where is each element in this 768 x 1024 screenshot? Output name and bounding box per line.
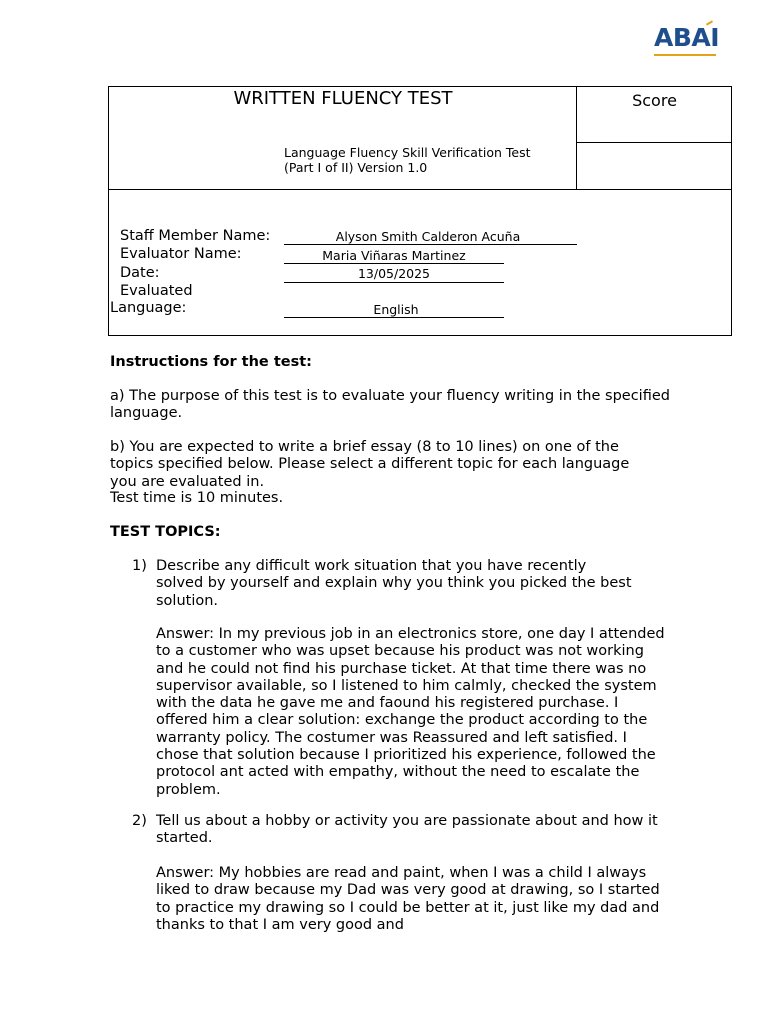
header-divider (108, 189, 732, 190)
topic-2-number: 2) (132, 813, 147, 829)
topic-1-number: 1) (132, 558, 147, 574)
topic-2-answer: Answer: My hobbies are read and paint, when I was a child I always liked to draw because my Dad was very good at drawing, so I started to practice my drawing so I could be better at it, just like my dad and thanks to that I am very good and (156, 865, 660, 933)
page-title: WRITTEN FLUENCY TEST (233, 88, 453, 109)
topic-1-question: Describe any difficult work situation that you have recently solved by yourself and explain why you think you picked the best solution. (156, 558, 632, 609)
test-header-box (108, 86, 732, 336)
date-line (284, 282, 504, 283)
topic-1-answer: Answer: In my previous job in an electronics store, one day I attended to a customer who was upset because his product was not working and he could not find his purchase ticket. At that time there was no supervisor available, so I listened to him calmly, checked the system with the data he gave me and faound his registered purchase. I offered him a clear solution: exchange the product according to the warranty policy. The costumer was Reassured and left satisfied. I chose that solution because I prioritized his experience, followed the protocol ant acted with empathy, without the need to escalate the problem. (156, 626, 665, 798)
test-subtitle: Language Fluency Skill Verification Test (Part I of II) Version 1.0 (284, 145, 531, 175)
evaluated-language-value: English (373, 302, 419, 317)
evaluated-language-label-1: Evaluated (120, 283, 193, 299)
date-value: 13/05/2025 (357, 266, 431, 281)
staff-member-label: Staff Member Name: (120, 228, 271, 244)
score-row-divider (576, 142, 732, 143)
instructions-heading: Instructions for the test: (110, 354, 312, 370)
evaluator-value: Maria Viñaras Martinez (322, 248, 466, 263)
instruction-a: a) The purpose of this test is to evaluate your fluency writing in the specified language. (110, 388, 670, 422)
evaluator-label: Evaluator Name: (120, 246, 242, 262)
evaluated-language-line (284, 317, 504, 318)
staff-member-line (284, 244, 577, 245)
test-topics-heading: TEST TOPICS: (110, 524, 221, 540)
topic-2-question: Tell us about a hobby or activity you are passionate about and how it started. (156, 813, 658, 847)
score-label: Score (632, 91, 677, 110)
abai-logo: ABAI (654, 23, 720, 52)
evaluator-line (284, 263, 504, 264)
evaluated-language-label-2: Language: (110, 300, 187, 316)
staff-member-value: Alyson Smith Calderon Acuña (335, 229, 521, 244)
instruction-b: b) You are expected to write a brief essay (8 to 10 lines) on one of the topics specified below. Please select a different topic for each language you are evaluated in. (110, 439, 630, 490)
date-label: Date: (120, 265, 160, 281)
logo-underline (654, 54, 716, 56)
test-time-note: Test time is 10 minutes. (110, 490, 284, 506)
